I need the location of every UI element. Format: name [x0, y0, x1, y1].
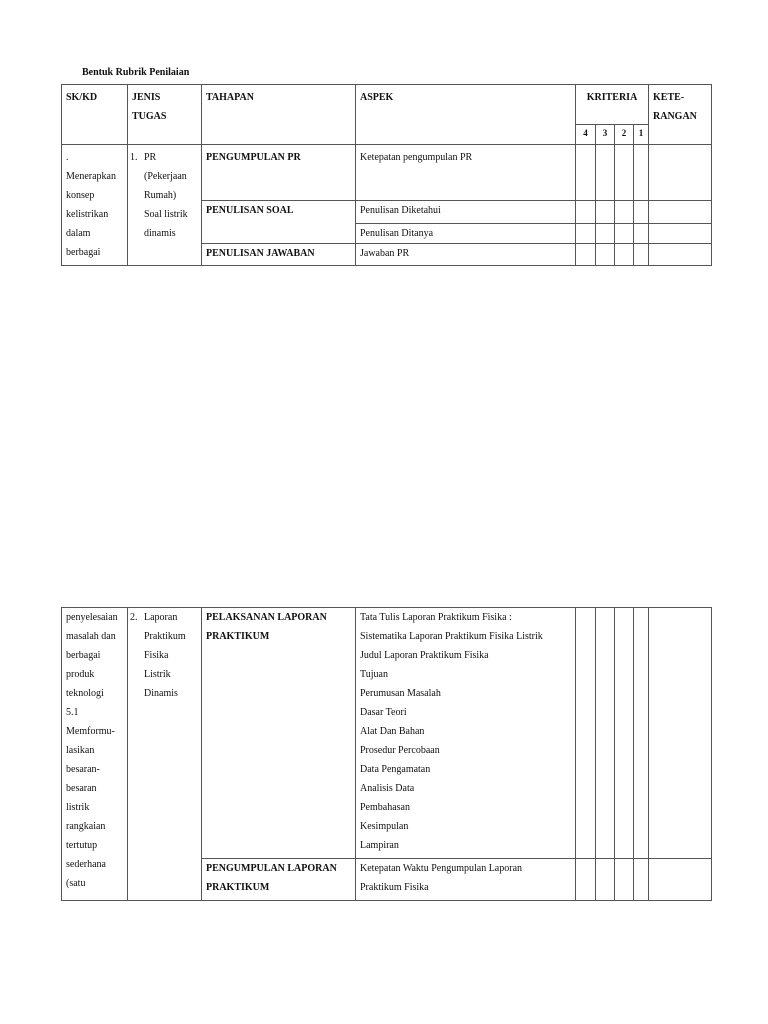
aspek-item: Judul Laporan Praktikum Fisika — [360, 650, 489, 661]
header-row — [62, 85, 712, 125]
score-2: 2 — [615, 125, 634, 145]
header-aspek: ASPEK — [356, 85, 576, 145]
rubric-caption: Bentuk Rubrik Penilaian — [82, 67, 190, 78]
aspek-diketahui: Penulisan Diketahui — [356, 201, 576, 224]
aspek-ketepatan-waktu: Ketepatan Waktu Pengumpulan Laporan Praktikum Fisika — [356, 859, 576, 901]
score-3: 3 — [596, 125, 615, 145]
aspek-ditanya: Penulisan Ditanya — [356, 224, 576, 244]
aspek-item: Pembahasan — [360, 802, 410, 813]
skkd-cell: . Menerapkan konsep kelistrikan dalam berbagai — [62, 145, 128, 266]
tahapan-pengumpulan-laporan: PENGUMPULAN LAPORAN PRAKTIKUM — [202, 859, 356, 901]
aspek-item: Alat Dan Bahan — [360, 726, 425, 737]
aspek-item: Kesimpulan — [360, 821, 409, 832]
aspek-item: Sistematika Laporan Praktikum Fisika Listrik — [360, 631, 543, 642]
aspek-ketepatan-pr: Ketepatan pengumpulan PR — [356, 145, 576, 201]
rubric-table-1 — [61, 84, 712, 266]
jenis-tugas-cell-2: 2. Laporan Praktikum Fisika Listrik Dinamis — [128, 608, 202, 901]
header-tahapan: TAHAPAN — [202, 85, 356, 145]
row-pelaksanan-laporan — [62, 608, 712, 859]
tahapan-pelaksanan-laporan: PELAKSANAN LAPORAN PRAKTIKUM — [202, 608, 356, 859]
aspek-item: Analisis Data — [360, 783, 415, 794]
aspek-item: Perumusan Masalah — [360, 688, 441, 699]
skkd-cell-continued: penyelesaian masalah dan berbagai produk teknologi 5.1 Memformu- lasikan besaran- besaran listrik rangkaian tertutup sederhana (satu — [62, 608, 128, 901]
tahapan-penulisan-soal: PENULISAN SOAL — [202, 201, 356, 244]
header-jenis-tugas: JENIS TUGAS — [128, 85, 202, 145]
aspek-item: Prosedur Percobaan — [360, 745, 440, 756]
header-keterangan: KETE- RANGAN — [649, 85, 712, 145]
jenis-tugas-cell: 1. PR (Pekerjaan Rumah) Soal listrik dinamis — [128, 145, 202, 266]
aspek-item: Tata Tulis Laporan Praktikum Fisika : — [360, 612, 512, 623]
aspek-jawaban-pr: Jawaban PR — [356, 244, 576, 266]
rubric-table-2 — [61, 607, 712, 901]
header-kriteria: KRITERIA — [576, 85, 649, 125]
tahapan-pengumpulan-pr: PENGUMPULAN PR — [202, 145, 356, 201]
score-1: 1 — [634, 125, 649, 145]
aspek-tata-tulis — [356, 608, 576, 859]
aspek-item: Dasar Teori — [360, 707, 407, 718]
score-4: 4 — [576, 125, 596, 145]
aspek-item: Lampiran — [360, 840, 399, 851]
tahapan-penulisan-jawaban: PENULISAN JAWABAN — [202, 244, 356, 266]
aspek-item: Data Pengamatan — [360, 764, 431, 775]
aspek-item: Tujuan — [360, 669, 388, 680]
header-skkd: SK/KD — [62, 85, 128, 145]
row-pengumpulan-pr — [62, 145, 712, 201]
